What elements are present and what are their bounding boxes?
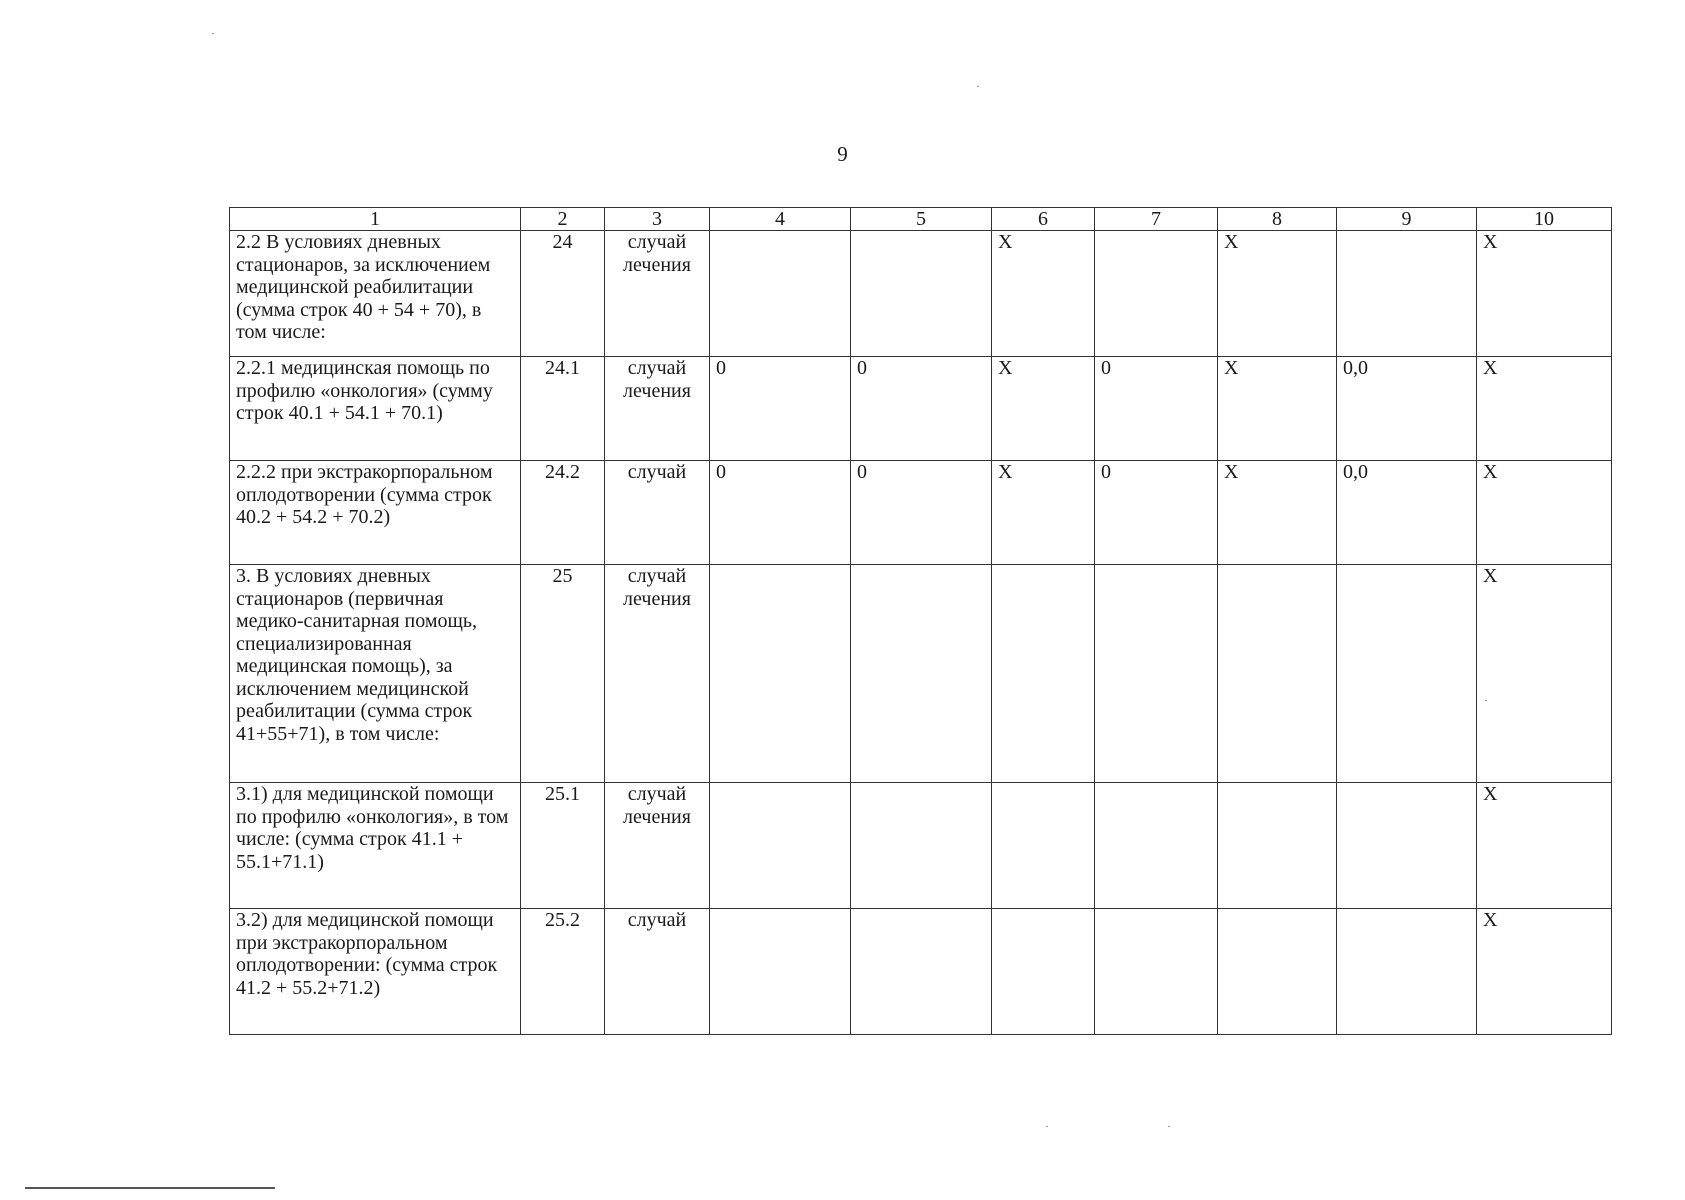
value-cell [1337, 231, 1477, 357]
row-number-cell: 25.2 [521, 909, 605, 1035]
value-cell [1337, 565, 1477, 783]
footnote-rule [25, 1187, 275, 1189]
row-number-cell: 24.2 [521, 461, 605, 565]
value-cell [851, 783, 992, 909]
value-cell: 0 [1095, 461, 1218, 565]
scan-speck [212, 33, 214, 34]
value-cell: 0 [851, 461, 992, 565]
unit-cell: случай [605, 909, 710, 1035]
column-header: 1 [230, 208, 521, 231]
column-header: 7 [1095, 208, 1218, 231]
row-name-cell: 3. В условиях дневных стационаров (первичная медико-санитарная помощь, специализированная медицинская помощь), за исключением медицинской реабилитации (сумма строк 41+55+71), в том числе: [230, 565, 521, 783]
unit-cell: случай лечения [605, 783, 710, 909]
column-header: 9 [1337, 208, 1477, 231]
value-cell [1218, 565, 1337, 783]
value-cell [1095, 565, 1218, 783]
data-table [229, 207, 1612, 1035]
value-cell [1095, 783, 1218, 909]
column-header: 6 [992, 208, 1095, 231]
value-cell [710, 783, 851, 909]
value-cell: Х [1477, 461, 1612, 565]
row-name-cell: 3.1) для медицинской помощи по профилю «онкология», в том числе: (сумма строк 41.1 + 55.1+71.1) [230, 783, 521, 909]
row-number-cell: 25 [521, 565, 605, 783]
table-row [230, 231, 1612, 357]
unit-cell: случай [605, 461, 710, 565]
column-header: 2 [521, 208, 605, 231]
value-cell: 0 [851, 357, 992, 461]
scan-speck [977, 86, 979, 87]
value-cell: Х [1218, 231, 1337, 357]
row-name-cell: 2.2.1 медицинская помощь по профилю «онкология» (сумму строк 40.1 + 54.1 + 70.1) [230, 357, 521, 461]
value-cell [851, 909, 992, 1035]
value-cell [992, 783, 1095, 909]
row-name-cell: 2.2 В условиях дневных стационаров, за исключением медицинской реабилитации (сумма строк 40 + 54 + 70), в том числе: [230, 231, 521, 357]
value-cell [1095, 231, 1218, 357]
value-cell: Х [1477, 565, 1612, 783]
row-name-cell: 3.2) для медицинской помощи при экстракорпоральном оплодотворении: (сумма строк 41.2 + 55.2+71.2) [230, 909, 521, 1035]
row-number-cell: 25.1 [521, 783, 605, 909]
value-cell: 0 [1095, 357, 1218, 461]
column-header-row [230, 208, 1612, 231]
scan-speck [1485, 700, 1487, 701]
value-cell [710, 909, 851, 1035]
row-number-cell: 24.1 [521, 357, 605, 461]
value-cell: Х [1218, 461, 1337, 565]
value-cell [1218, 909, 1337, 1035]
value-cell [1218, 783, 1337, 909]
row-name-cell: 2.2.2 при экстракорпоральном оплодотворении (сумма строк 40.2 + 54.2 + 70.2) [230, 461, 521, 565]
column-header: 10 [1477, 208, 1612, 231]
table-row [230, 909, 1612, 1035]
value-cell [992, 565, 1095, 783]
column-header: 5 [851, 208, 992, 231]
value-cell [1095, 909, 1218, 1035]
value-cell [992, 909, 1095, 1035]
column-header: 3 [605, 208, 710, 231]
value-cell: Х [992, 231, 1095, 357]
value-cell: Х [1477, 231, 1612, 357]
unit-cell: случай лечения [605, 565, 710, 783]
unit-cell: случай лечения [605, 357, 710, 461]
table-row [230, 357, 1612, 461]
value-cell [710, 231, 851, 357]
value-cell: 0 [710, 461, 851, 565]
value-cell: Х [992, 461, 1095, 565]
value-cell [851, 231, 992, 357]
value-cell: Х [1477, 783, 1612, 909]
value-cell: Х [1477, 357, 1612, 461]
value-cell: Х [1218, 357, 1337, 461]
scan-speck [1168, 1126, 1170, 1127]
table-row [230, 565, 1612, 783]
column-header: 4 [710, 208, 851, 231]
value-cell: 0,0 [1337, 357, 1477, 461]
value-cell [851, 565, 992, 783]
value-cell: Х [992, 357, 1095, 461]
unit-cell: случай лечения [605, 231, 710, 357]
value-cell: Х [1477, 909, 1612, 1035]
table-row [230, 461, 1612, 565]
value-cell [1337, 783, 1477, 909]
value-cell [1337, 909, 1477, 1035]
value-cell [710, 565, 851, 783]
row-number-cell: 24 [521, 231, 605, 357]
page-number: 9 [837, 142, 848, 166]
value-cell: 0 [710, 357, 851, 461]
column-header: 8 [1218, 208, 1337, 231]
scan-speck [1046, 1126, 1048, 1127]
value-cell: 0,0 [1337, 461, 1477, 565]
table-row [230, 783, 1612, 909]
